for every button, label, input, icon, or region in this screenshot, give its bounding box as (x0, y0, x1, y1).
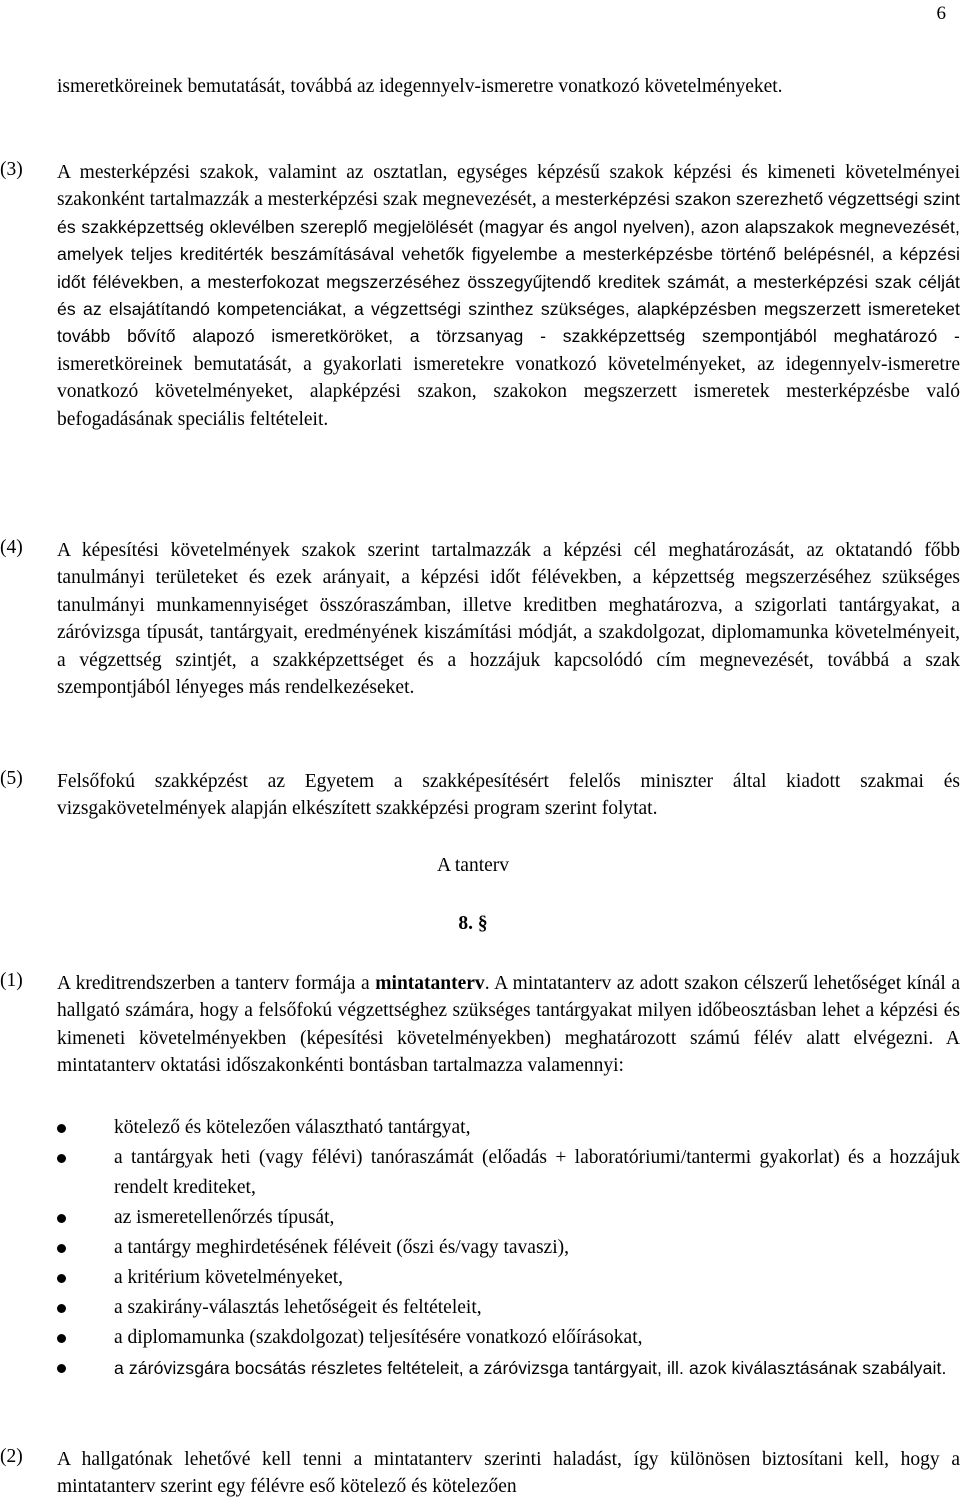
paragraph-5-number: (5) (0, 768, 23, 789)
list-item-text: a tantárgyak heti (vagy félévi) tanóraszámát (előadás + laboratóriumi/tantermi gyakorlat) és a hozzájuk rendelt krediteket, (114, 1147, 960, 1198)
list-item-text: kötelező és kötelezően választható tantárgyat, (114, 1117, 471, 1138)
bullet-icon (57, 1244, 66, 1253)
bullet-icon (57, 1124, 66, 1133)
mintatanterv-term: mintatanterv (375, 973, 485, 994)
section-number: 8. § (458, 913, 488, 934)
paragraph-4: A képesítési követelmények szakok szerint tartalmazzák a képzési cél meghatározását, az oktatandó főbb tanulmányi területeket és ezek arányait, a képzési időt félévekben, a képzettség megszerzéséhez szükséges tanulmányi munkamennyiséget összóraszámban, illetve kreditben meghatározva, a szigorlati tantárgyakat, a záróvizsga típusát, tantárgyait, eredményének kiszámítási módját, a szakdolgozat, diplomamunka követelményeit, a végzettség szintjét, a szakképzettséget és a hozzájuk kapcsolódó cím megnevezését, továbbá a szak szempontjából lényeges más rendelkezéseket. (57, 540, 960, 699)
bullet-icon (57, 1214, 66, 1223)
paragraph-3-part-2: mesterképzési szakon szerezhető végzettségi szint és szakképzettség oklevélben szereplő megjelölését (magyar és angol nyelven), azon alapszakok megnevezését, amelyek teljes kreditérték beszámításával vehetők figyelembe a mesterképzésbe történő belépésnél, a képzési időt félévekben, a mesterfokozat megszerzéséhez összegyűjtendő kreditek számát, a mesterképzési szak célját és az elsajátítandó kompetenciákat, a végzettségi szinthez szükséges, alapképzésben megszerzett ismereteket tovább bővítő alapozó ismeretköröket, a törzsanyag - szakképzettség szempontjából meghatározó - (57, 189, 960, 347)
paragraph-4-number: (4) (0, 537, 23, 558)
paragraph-3-number: (3) (0, 159, 23, 180)
s8-paragraph-1-text-after: . A mintatanterv az adott szakon célszerű lehetőséget kínál a hallgató számára, hogy a felsőfokú végzettséghez szükséges tantárgyakat milyen időbeosztásban lehet a képzési és kimeneti követelményekben (képesítési követelményekben) meghatározott számú félév alatt elvégezni. A mintatanterv oktatási időszakonkénti bontásban tartalmazza valamennyi: (57, 973, 960, 1077)
bullet-icon (57, 1154, 66, 1163)
paragraph-3 (57, 159, 960, 433)
bullet-icon (57, 1364, 66, 1373)
s8-paragraph-1-number: (1) (0, 970, 23, 991)
s8-paragraph-2-number: (2) (0, 1446, 23, 1467)
list-item (57, 1233, 960, 1263)
list-item (57, 1113, 960, 1143)
s8-paragraph-1-text-before: A kreditrendszerben a tanterv formája a (57, 973, 376, 994)
s8-paragraph-2: A hallgatónak lehetővé kell tenni a mintatanterv szerinti haladást, így különösen biztosítani kell, hogy a mintatanterv szerint egy félévre eső kötelező és kötelezően (57, 1449, 960, 1498)
bullet-icon (57, 1304, 66, 1313)
s8-paragraph-1 (57, 970, 960, 1080)
paragraph-3-part-3: ismeretköreinek bemutatását, a gyakorlati ismeretekre vonatkozó követelményeket, az idegennyelv-ismeretre vonatkozó követelményeket, alapképzési szakon, szakokon megszerzett ismeretek mesterképzésbe való befogadásának speciális feltételeit. (57, 353, 960, 430)
section-title: A tanterv (436, 855, 510, 876)
list-item-text: a szakirány-választás lehetőségeit és feltételeit, (114, 1297, 482, 1318)
paragraph-3-part-1: A mesterképzési szakok, valamint az osztatlan, egységes képzésű szakok képzési és kimeneti követelményei szakonként tartalmazzák a mesterképzési szak megnevezését, a (57, 162, 960, 211)
list-item (57, 1293, 960, 1323)
bullet-icon (57, 1274, 66, 1283)
list-item-text: a záróvizsgára bocsátás részletes feltételeit, a záróvizsga tantárgyait, ill. azok kiválasztásának szabályait. (114, 1358, 947, 1378)
list-item-text: a kritérium követelményeket, (114, 1267, 344, 1288)
bullet-icon (57, 1334, 66, 1343)
list-item (57, 1203, 960, 1233)
list-item (57, 1263, 960, 1293)
list-item-text: az ismeretellenőrzés típusát, (114, 1207, 335, 1228)
list-item (57, 1353, 960, 1384)
list-item (57, 1143, 960, 1203)
continuation-paragraph: ismeretköreinek bemutatását, továbbá az idegennyelv-ismeretre vonatkozó követelményeket. (57, 76, 783, 97)
page-number: 6 (936, 3, 946, 24)
list-item (57, 1323, 960, 1353)
list-item-text: a tantárgy meghirdetésének féléveit (őszi és/vagy tavaszi), (114, 1237, 569, 1258)
paragraph-5: Felsőfokú szakképzést az Egyetem a szakképesítésért felelős miniszter által kiadott szakmai és vizsgakövetelmények alapján elkészített szakképzési program szerint folytat. (57, 771, 960, 820)
list-item-text: a diplomamunka (szakdolgozat) teljesítésére vonatkozó előírásokat, (114, 1327, 643, 1348)
mintatanterv-items-list (57, 1113, 960, 1384)
